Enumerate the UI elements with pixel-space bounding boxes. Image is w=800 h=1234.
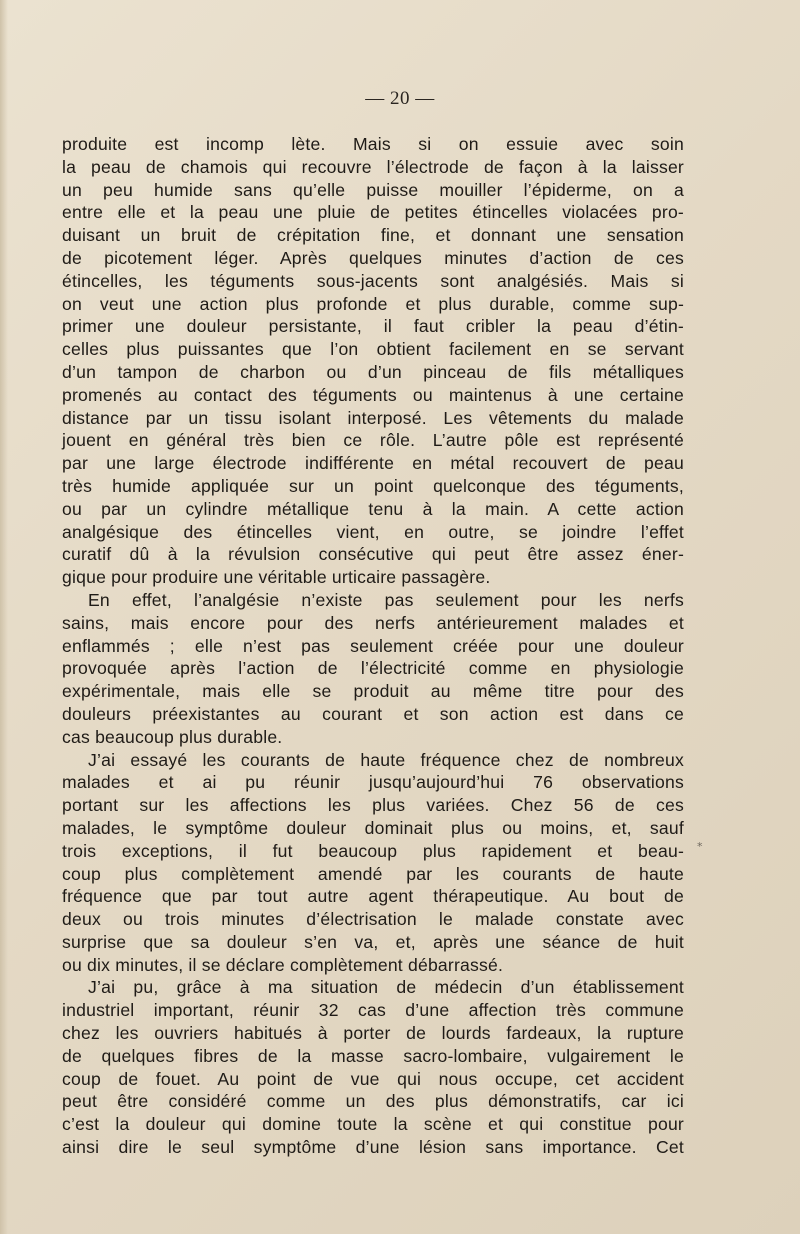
text-line: d’un tampon de charbon ou d’un pinceau de fils métalliques	[62, 361, 684, 382]
text-line: malades et ai pu réunir jusqu’aujourd’hui 76 observations	[62, 772, 684, 793]
text-line-paragraph-start: J’ai pu, grâce à ma situation de médecin d’un établissement	[88, 977, 684, 998]
body-text	[62, 133, 684, 1159]
text-line: malades, le symptôme douleur dominait plus ou moins, et, sauf	[62, 817, 684, 838]
text-line: ainsi dire le seul symptôme d’une lésion sans importance. Cet	[62, 1137, 684, 1158]
text-line: étincelles, les téguments sous-jacents sont analgésiés. Mais si	[62, 270, 684, 291]
text-line: industriel important, réunir 32 cas d’une affection très commune	[62, 1000, 684, 1021]
text-line: de quelques fibres de la masse sacro-lombaire, vulgairement le	[62, 1045, 684, 1066]
text-line-paragraph-start: J’ai essayé les courants de haute fréquence chez de nombreux	[88, 749, 684, 770]
text-line-paragraph-end: gique pour produire une véritable urticaire passagère.	[62, 567, 491, 588]
text-line: coup plus complètement amendé par les courants de haute	[62, 863, 684, 884]
text-line: ou par un cylindre métallique tenu à la main. A cette action	[62, 498, 684, 519]
text-line: douleurs préexistantes au courant et son action est dans ce	[62, 703, 684, 724]
text-line: enflammés ; elle n’est pas seulement créée pour une douleur	[62, 635, 684, 656]
text-line: de picotement léger. Après quelques minutes d’action de ces	[62, 247, 684, 268]
text-line: provoquée après l’action de l’électricité comme en physiologie	[62, 658, 684, 679]
text-line: jouent en général très bien ce rôle. L’autre pôle est représenté	[62, 430, 684, 451]
text-line: on veut une action plus profonde et plus durable, comme sup-	[62, 293, 684, 314]
text-line-paragraph-end: ou dix minutes, il se déclare complètement débarrassé.	[62, 954, 504, 975]
text-line: un peu humide sans qu’elle puisse mouiller l’épiderme, on a	[62, 179, 684, 200]
text-line: celles plus puissantes que l’on obtient facilement en se servant	[62, 339, 684, 360]
text-line-paragraph-end: cas beaucoup plus durable.	[62, 726, 283, 747]
text-line: chez les ouvriers habitués à porter de lourds fardeaux, la rupture	[62, 1023, 684, 1044]
page-number: — 20 —	[365, 88, 435, 109]
text-line: distance par un tissu isolant interposé. Les vêtements du malade	[62, 407, 684, 428]
text-line: sains, mais encore pour des nerfs antérieurement malades et	[62, 612, 684, 633]
text-line: la peau de chamois qui recouvre l’électrode de façon à la laisser	[62, 156, 684, 177]
text-line: produite est incomp lète. Mais si on essuie avec soin	[62, 134, 684, 154]
text-line: trois exceptions, il fut beaucoup plus rapidement et beau-	[62, 840, 684, 861]
text-line: expérimentale, mais elle se produit au même titre pour des	[62, 681, 684, 702]
text-line: fréquence que par tout autre agent thérapeutique. Au bout de	[62, 886, 684, 907]
text-line: portant sur les affections les plus variées. Chez 56 de ces	[62, 795, 684, 816]
text-line: très humide appliquée sur un point quelconque des téguments,	[62, 475, 684, 496]
text-line: duisant un bruit de crépitation fine, et donnant une sensation	[62, 225, 684, 246]
text-line: peut être considéré comme un des plus démonstratifs, car ici	[62, 1091, 684, 1112]
text-line: c’est la douleur qui domine toute la scène et qui constitue pour	[62, 1114, 684, 1135]
text-line-paragraph-start: En effet, l’analgésie n’existe pas seulement pour les nerfs	[88, 589, 684, 610]
text-line: entre elle et la peau une pluie de petites étincelles violacées pro-	[62, 202, 684, 223]
text-line: par une large électrode indifférente en métal recouvert de peau	[62, 453, 684, 474]
text-line: surprise que sa douleur s’en va, et, après une séance de huit	[62, 931, 684, 952]
text-line: promenés au contact des téguments ou maintenus à une certaine	[62, 384, 684, 405]
page-edge-shadow	[0, 0, 8, 1234]
text-line: analgésique des étincelles vient, en outre, se joindre l’effet	[62, 521, 684, 542]
text-line: curatif dû à la révulsion consécutive qui peut être assez éner-	[62, 544, 684, 565]
text-line: primer une douleur persistante, il faut cribler la peau d’étin-	[62, 316, 684, 337]
text-line: deux ou trois minutes d’électrisation le malade constate avec	[62, 909, 684, 930]
text-line: coup de fouet. Au point de vue qui nous occupe, cet accident	[62, 1068, 684, 1089]
margin-asterisk-mark: *	[697, 840, 703, 853]
